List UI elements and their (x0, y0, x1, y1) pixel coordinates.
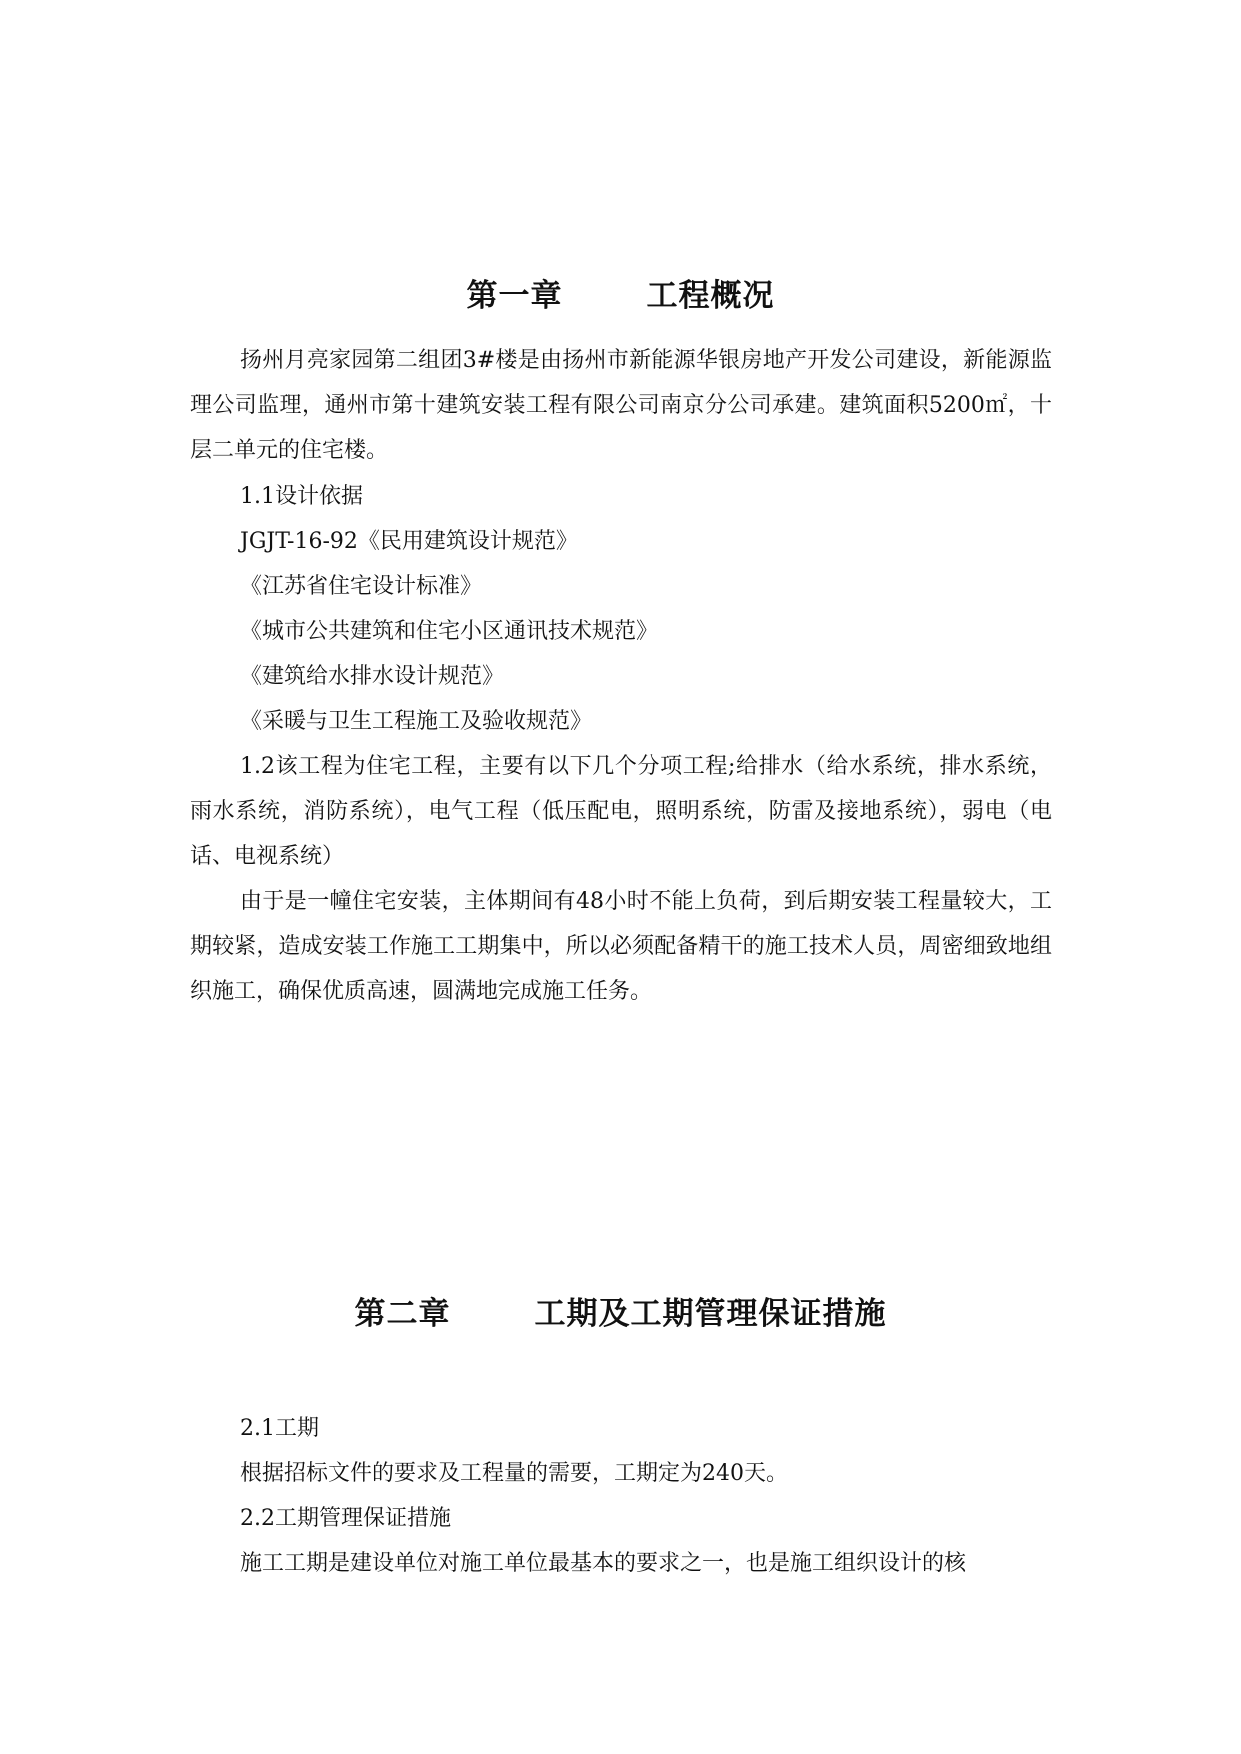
reference-item-2: 《江苏省住宅设计标准》 (240, 574, 483, 599)
reference-item-5: 《采暖与卫生工程施工及验收规范》 (240, 709, 593, 734)
project-intro-paragraph: 扬州月亮家园第二组团3#楼是由扬州市新能源华银房地产开发公司建设，新能源监理公司监理，通州市第十建筑安装工程有限公司南京分公司承建。建筑面积5200㎡，十层二单元的住宅楼。 (190, 348, 1052, 463)
section-1-1-heading: 1.1设计依据 (240, 484, 363, 509)
reference-item-1: JGJT-16-92《民用建筑设计规范》 (240, 529, 578, 554)
chapter-1-name: 工程概况 (646, 278, 775, 314)
section-1-2-paragraph: 1.2该工程为住宅工程，主要有以下几个分项工程;给排水（给水系统，排水系统，雨水系统，消防系统），电气工程（低压配电，照明系统，防雷及接地系统），弱电（电话、电视系统） (190, 754, 1052, 869)
chapter-1-title (0, 270, 1241, 315)
section-2-1-heading: 2.1工期 (240, 1416, 319, 1441)
reference-item-3: 《城市公共建筑和住宅小区通讯技术规范》 (240, 619, 659, 644)
chapter-2-title (0, 1288, 1241, 1333)
period-management-line: 施工工期是建设单位对施工单位最基本的要求之一，也是施工组织设计的核 (240, 1551, 967, 1576)
reference-item-4: 《建筑给水排水设计规范》 (240, 664, 505, 689)
schedule-note-paragraph: 由于是一幢住宅安装，主体期间有48小时不能上负荷，到后期安装工程量较大，工期较紧，造成安装工作施工工期集中，所以必须配备精干的施工技术人员，周密细致地组织施工，确保优质高速，圆满地完成施工任务。 (190, 889, 1052, 1004)
section-2-2-heading: 2.2工期管理保证措施 (240, 1506, 451, 1531)
chapter-2-name: 工期及工期管理保证措施 (534, 1296, 887, 1332)
chapter-2-number: 第二章 (354, 1296, 451, 1332)
construction-period-line: 根据招标文件的要求及工程量的需要，工期定为240天。 (240, 1461, 788, 1486)
chapter-1-number: 第一章 (466, 278, 563, 314)
